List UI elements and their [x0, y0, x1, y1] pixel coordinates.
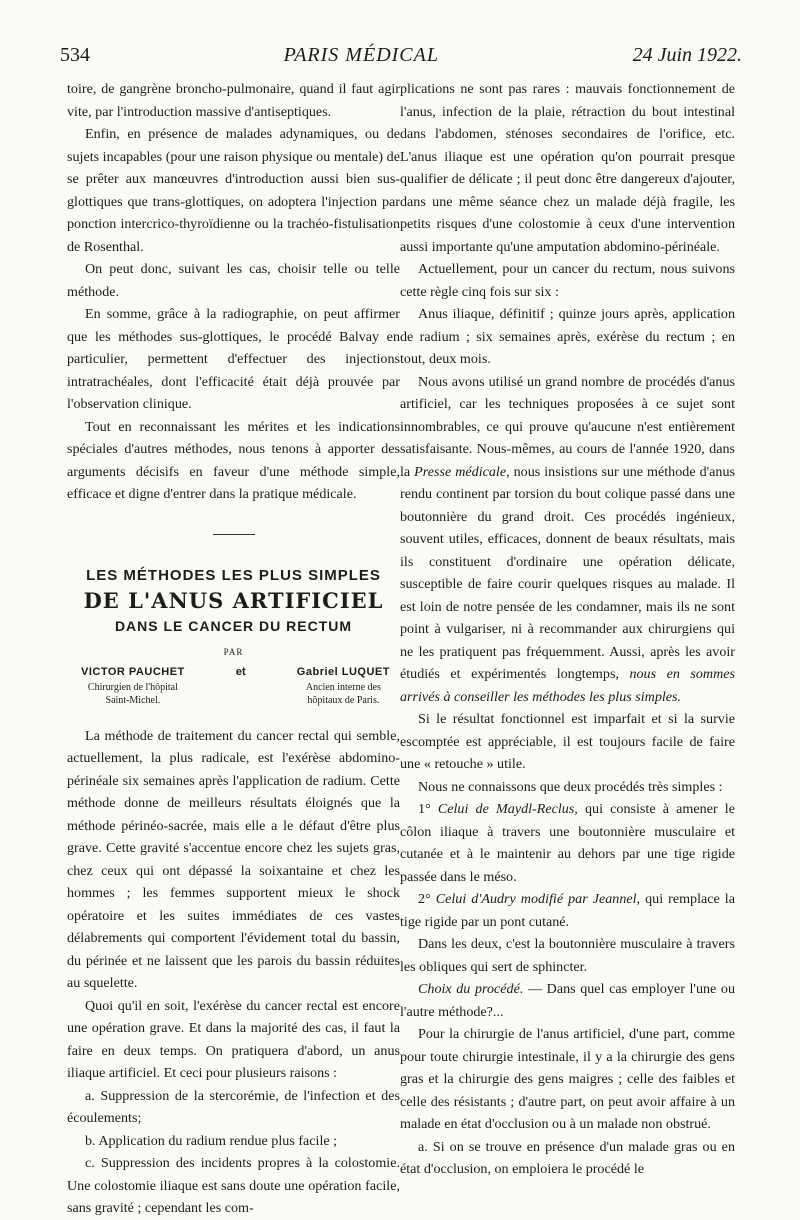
text-run: qui consiste à amener le côlon iliaque à travers une boutonnière musculaire et cutanée et à le maintenir au dehors par une tige rigide passée dans le méso. — [400, 801, 735, 885]
paragraph: On peut donc, suivant les cas, choisir telle ou telle méthode. — [67, 261, 400, 300]
text-run: Nous avons utilisé un grand nombre de procédés d'anus artificiel, car les techniques proposées à ce sujet sont innombrables, ce qui prouve qu'aucune n'est entièrement satisfaisante. Nous-mêmes, au cours de l'année 1920, dans la — [400, 373, 735, 480]
paragraph: toire, de gangrène broncho-pulmonaire, quand il faut agir vite, par l'introduction massive d'antiseptiques. — [67, 81, 400, 120]
author-luquet — [297, 663, 390, 707]
text-run: qui remplace la tige rigide par un pont cutané. — [400, 891, 735, 930]
author-affiliation: hôpitaux de Paris. — [307, 694, 380, 706]
page-number: 534 — [60, 44, 90, 66]
paragraph: Anus iliaque, définitif ; quinze jours après, application de radium ; six semaines après, exérèse du rectum ; en tout, deux mois. — [400, 306, 735, 367]
paragraph: Pour la chirurgie de l'anus artificiel, d'une part, comme pour toute chirurgie intestinale, il y a la chirurgie des gens gras et la chirurgie des gens maigres ; celle des faibles et celle des résistants ; d'autre part, on peut avoir affaire à un malade en état d'occlusion ou à un malade non obstrué. — [400, 1026, 735, 1132]
author-affiliation: Ancien interne des — [305, 681, 381, 693]
subsection — [400, 978, 735, 1023]
paragraph: En somme, grâce à la radiographie, on peut affirmer que les méthodes sus-glottiques, le procédé Balvay en particulier, permettent d'effectuer des injections intratrachéales, dont l'efficacité était déjà prouvée par l'observation clinique. — [67, 306, 400, 412]
issue-date: 24 Juin 1922. — [632, 44, 742, 66]
paragraph: Tout en reconnaissant les mérites et les indications spéciales d'autres méthodes, nous tenons à apporter des arguments décisifs en faveur d'une méthode simple, efficace et digne d'entrer dans la pratique médicale. — [67, 418, 400, 502]
title-line-2: DE L'ANUS ARTIFICIEL — [83, 587, 384, 613]
author-pauchet — [81, 663, 185, 707]
text-run: , nous insistions sur une méthode d'anus rendu continent par torsion du bout colique passé dans une boutonnière du grand droit. Ces procédés ingénieux, souvent utiles, efficaces, donnent de beaux résultats, mais ils constituent d'ordinaire une opération délicate, susceptible de faire courir quelques risques au malade. Il est loin de notre pensée de les condamner, mais ils ne sont point à vulgariser, ni à recommander aux chirurgiens qui ne les pratiquent pas fréquemment. Aussi, après les avoir étudiés et expérimentés longtemps, — [400, 463, 735, 682]
author-conjunction: et — [235, 665, 246, 678]
section-divider — [213, 534, 255, 535]
text-run: — Dans quel cas employer l'une ou l'autre méthode?... — [400, 981, 735, 1020]
journal-reference: Presse médicale — [414, 463, 507, 480]
title-line-3: DANS LE CANCER DU RECTUM — [114, 617, 353, 634]
procedure-title: Celui de Maydl-Reclus, — [437, 801, 578, 817]
author-name: Gabriel LUQUET — [296, 665, 390, 678]
left-column — [67, 78, 400, 1220]
right-column — [400, 78, 735, 1181]
paragraph: La méthode de traitement du cancer rectal qui semble, actuellement, la plus radicale, est l'exérèse abdomino-périnéale six semaines après l'application de radium. Cette méthode donne de meilleurs résultats éloignés que la méthode périnéo-sacrée, mais elle a le défaut d'être plus grave. Cette gravité s'accentue encore chez les sujets gras, chez ceux qui ont dépassé la soixantaine et chez les hommes ; les femmes supportent mieux le shock opératoire et les suites immédiates de ces vastes délabrements qui comportent l'évidement total du bassin, du périnée et ne laissent que les parois du bassin réduites au squelette. — [67, 727, 400, 991]
list-item: b. Application du radium rendue plus facile ; — [85, 1132, 338, 1149]
paragraph: Nous ne connaissons que deux procédés très simples : — [418, 778, 723, 795]
item-number: 2° — [418, 891, 436, 907]
paragraph: plications ne sont pas rares : mauvais fonctionnement de l'anus, infection de la plaie, rétraction du bout intestinal dans l'abdomen, sténoses secondaires de l'orifice, etc. L'anus iliaque est une opération qu'on pourrait presque qualifier de délicate ; il peut donc être dangereux d'ajouter, dans une même séance chez un malade déjà fragile, les petits risques d'une colostomie à ceux d'une intervention aussi importante qu'une amputation abdomino-périnéale. — [400, 81, 735, 255]
procedure-item — [400, 798, 735, 888]
item-number: 1° — [418, 801, 438, 817]
title-line-1: LES MÉTHODES LES PLUS SIMPLES — [86, 566, 381, 584]
article-title — [67, 565, 400, 661]
procedure-item — [400, 888, 735, 933]
byline-par: PAR — [223, 646, 244, 657]
subsection-title: Choix du procédé. — [418, 981, 524, 997]
paragraph: Dans les deux, c'est la boutonnière musculaire à travers les obliques qui sert de sphincter. — [400, 936, 735, 975]
procedure-title: Celui d'Audry modifié par Jeannel, — [435, 891, 641, 907]
paragraph: a. Si on se trouve en présence d'un malade gras ou en état d'occlusion, on emploiera le procédé le — [400, 1138, 735, 1177]
page-header — [60, 44, 742, 78]
paragraph — [400, 371, 735, 709]
author-name: VICTOR PAUCHET — [81, 665, 185, 678]
list-item: a. Suppression de la stercorémie, de l'infection et des écoulements; — [67, 1087, 400, 1126]
paragraph: Enfin, en présence de malades adynamiques, ou de sujets incapables (pour une raison physique ou mentale) de se prêter aux manœuvres d'introduction aussi bien sus-glottiques que trans-glottiques, on adoptera l'injection par ponction intercrico-thyroïdienne ou la trachéo-fistulisation de Rosenthal. — [67, 126, 400, 255]
authors — [81, 663, 390, 707]
author-affiliation: Chirurgien de l'hôpital — [87, 681, 178, 693]
paragraph: Quoi qu'il en soit, l'exérèse du cancer rectal est encore une opération grave. Et dans la majorité des cas, il faut la faire en deux temps. On pratiquera d'abord, un anus iliaque artificiel. Et ceci pour plusieurs raisons : — [67, 997, 400, 1081]
list-item: c. Suppression des incidents propres à la colostomie. Une colostomie iliaque est sans doute une opération facile, sans gravité ; cependant les com- — [67, 1155, 400, 1216]
paragraph: Actuellement, pour un cancer du rectum, nous suivons cette règle cinq fois sur six : — [400, 261, 735, 300]
paragraph: Si le résultat fonctionnel est imparfait et si la survie escomptée est appréciable, il est toujours facile de faire une « retouche » utile. — [400, 711, 735, 772]
author-affiliation: Saint-Michel. — [105, 694, 161, 706]
conclusion-emphasis: nous en sommes arrivés à conseiller les méthodes les plus simples. — [400, 666, 735, 705]
journal-title: PARIS MÉDICAL — [283, 44, 439, 66]
